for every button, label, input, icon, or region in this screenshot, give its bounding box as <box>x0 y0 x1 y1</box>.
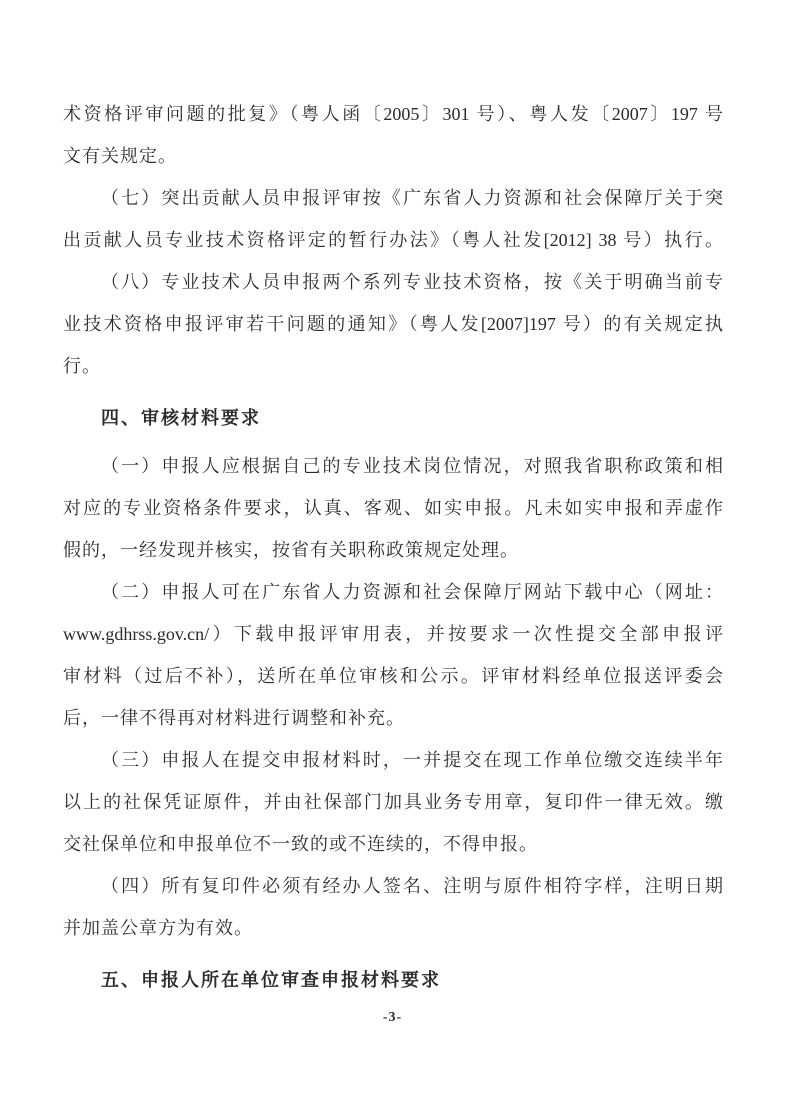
text-line: （四）所有复印件必须有经办人签名、注明与原件相符字样，注明日期 <box>101 876 723 896</box>
text-line: （一）申报人应根据自己的专业技术岗位情况，对照我省职称政策和相 <box>101 456 723 476</box>
text-line: 并加盖公章方为有效。 <box>63 918 253 938</box>
text-line: 术资格评审问题的批复》（粤人函〔2005〕301 号）、粤人发〔2007〕197 号 <box>63 104 723 124</box>
text-line: （八）专业技术人员申报两个系列专业技术资格，按《关于明确当前专 <box>101 272 723 292</box>
text-line: 业技术资格申报评审若干问题的通知》（粤人发[2007]197 号）的有关规定执 <box>63 314 723 334</box>
section-heading-4: 四、审核材料要求 <box>101 408 261 428</box>
text-line: 以上的社保凭证原件，并由社保部门加具业务专用章，复印件一律无效。缴 <box>63 792 723 812</box>
text-line: 交社保单位和申报单位不一致的或不连续的，不得申报。 <box>63 834 538 854</box>
text-line: 文有关规定。 <box>63 146 177 166</box>
document-body <box>63 93 723 1007</box>
text-line: （二）申报人可在广东省人力资源和社会保障厅网站下载中心（网址： <box>101 582 723 602</box>
text-line: 审材料（过后不补），送所在单位审核和公示。评审材料经单位报送评委会 <box>63 666 723 686</box>
section-heading-5: 五、申报人所在单位审查申报材料要求 <box>101 970 441 990</box>
text-line: （七）突出贡献人员申报评审按《广东省人力资源和社会保障厅关于突 <box>101 188 723 208</box>
page-number: -3- <box>382 1010 403 1025</box>
text-line: 假的，一经发现并核实，按省有关职称政策规定处理。 <box>63 540 519 560</box>
text-line: （三）申报人在提交申报材料时，一并提交在现工作单位缴交连续半年 <box>101 750 723 770</box>
text-line: 出贡献人员专业技术资格评定的暂行办法》（粤人社发[2012] 38 号）执行。 <box>63 230 723 250</box>
text-line: 行。 <box>63 356 101 376</box>
text-line: 后，一律不得再对材料进行调整和补充。 <box>63 708 405 728</box>
text-line: 对应的专业资格条件要求，认真、客观、如实申报。凡未如实申报和弄虚作 <box>63 498 723 518</box>
text-line: www.gdhrss.gov.cn/）下载申报评审用表，并按要求一次性提交全部申报评 <box>63 624 723 644</box>
